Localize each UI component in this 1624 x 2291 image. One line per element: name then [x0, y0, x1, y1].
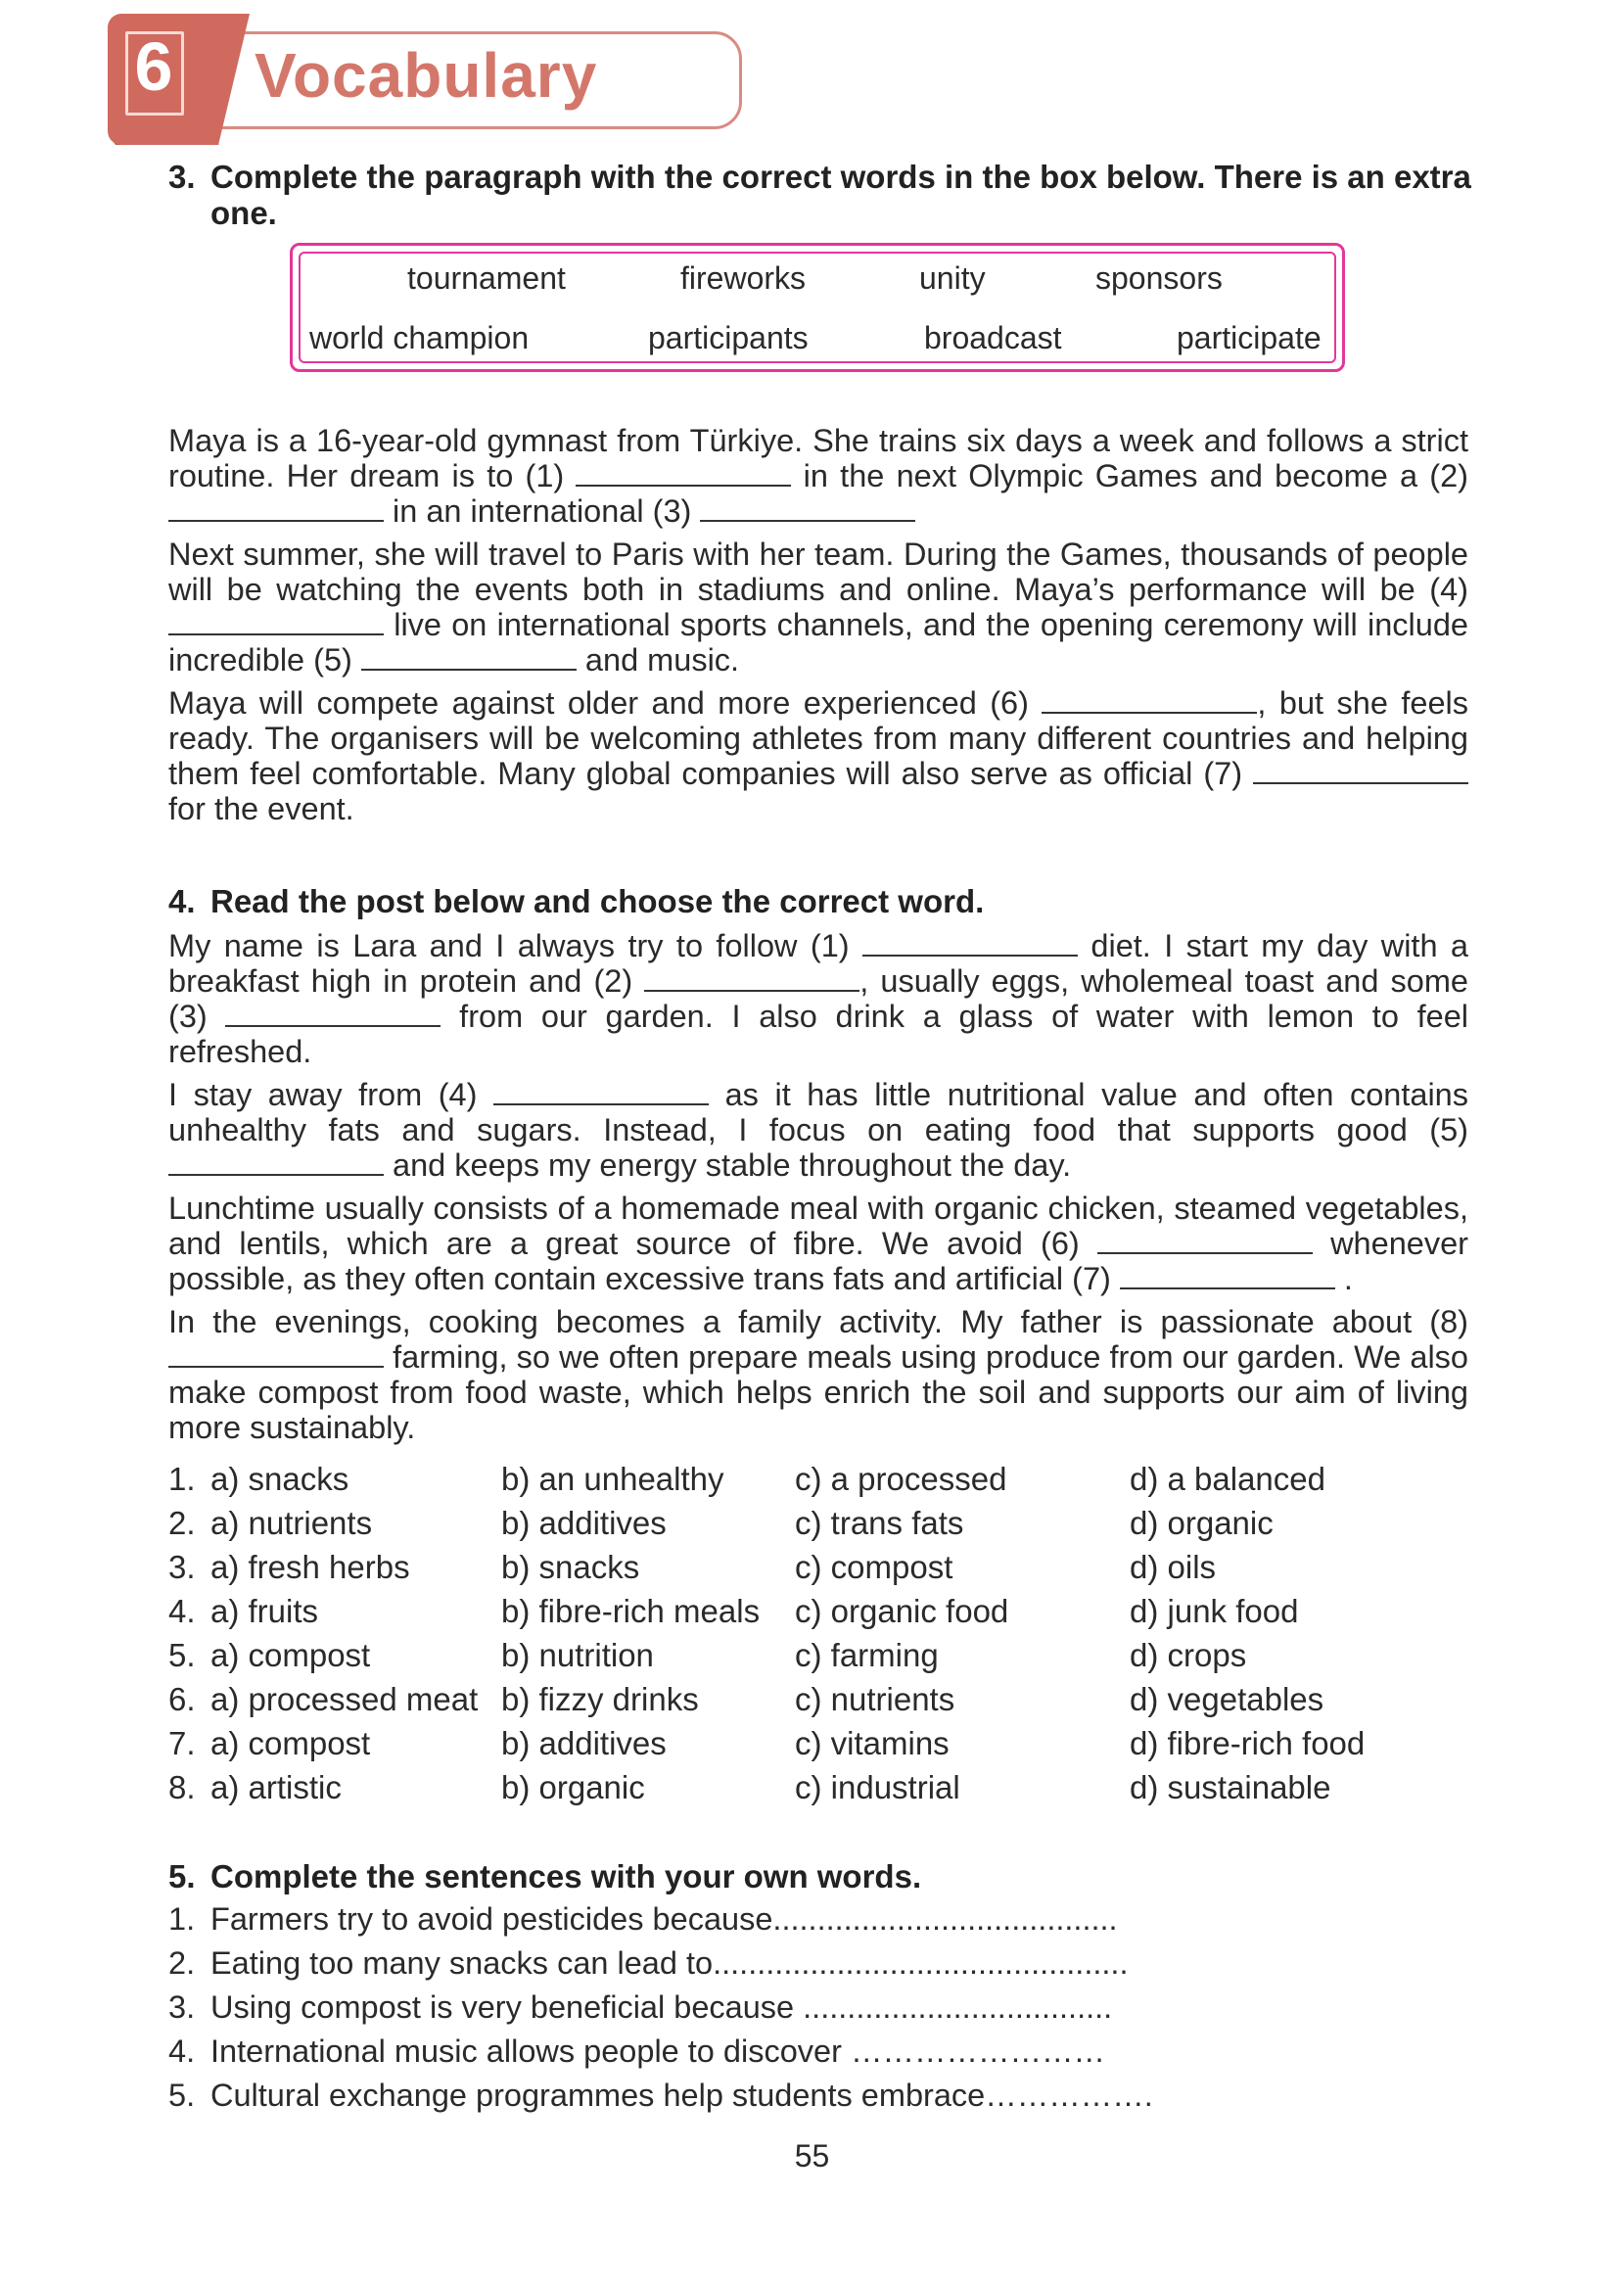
- unit-number: 6: [134, 28, 173, 105]
- word-box-item: fireworks: [680, 260, 807, 296]
- word-box-item: broadcast: [924, 320, 1062, 355]
- option-c[interactable]: c) a processed: [795, 1461, 1007, 1497]
- task4-paragraph-3: Lunchtime usually consists of a homemade meal with organic chicken, steamed vegetables, and lentils, which are a great source of fibre. We avoid (6) whenever possible, as they often contain excessive trans fats and artificial (7) .: [168, 1191, 1468, 1296]
- task4-passage: [168, 928, 1468, 1453]
- task4-heading: [168, 883, 1480, 919]
- option-b[interactable]: b) organic: [501, 1769, 645, 1805]
- option-a[interactable]: a) nutrients: [210, 1505, 373, 1541]
- answer-blank[interactable]: [1120, 1262, 1335, 1289]
- task3-number: 3.: [168, 159, 196, 195]
- word-box-item: tournament: [407, 260, 566, 296]
- task4-instruction: Read the post below and choose the correct word.: [210, 883, 985, 919]
- word-box-item: world champion: [309, 320, 530, 355]
- task4-paragraph-4: In the evenings, cooking becomes a family activity. My father is passionate about (8) farming, so we often prepare meals using produce from our garden. We also make compost from food waste, which helps enrich the soil and supports our aim of living more sustainably.: [168, 1304, 1468, 1445]
- option-c[interactable]: c) trans fats: [795, 1505, 964, 1541]
- answer-blank[interactable]: [168, 494, 384, 522]
- answer-blank[interactable]: [168, 608, 384, 635]
- option-c[interactable]: c) nutrients: [795, 1681, 955, 1717]
- answer-blank[interactable]: [576, 459, 791, 487]
- unit-header: [108, 14, 749, 149]
- task3-paragraph-1: Maya is a 16-year-old gymnast from Türkiye. She trains six days a week and follows a strict routine. Her dream is to (1) in the next Olympic Games and become a (2) in an international (3): [168, 423, 1469, 529]
- answer-blank[interactable]: [225, 1000, 441, 1027]
- task3-paragraph-3: Maya will compete against older and more experienced (6) , but she feels ready. The organisers will be welcoming athletes from many different countries and helping them feel comfortable. Many global companies will also serve as official (7) for the event.: [168, 685, 1468, 826]
- option-b[interactable]: b) nutrition: [501, 1637, 654, 1673]
- answer-blank[interactable]: [700, 494, 915, 522]
- answer-blank[interactable]: [168, 1340, 384, 1368]
- option-c[interactable]: c) farming: [795, 1637, 939, 1673]
- task3-passage: [168, 423, 1468, 834]
- answer-blank[interactable]: [493, 1078, 709, 1105]
- option-b[interactable]: b) an unhealthy: [501, 1461, 724, 1497]
- option-d[interactable]: d) fibre-rich food: [1130, 1725, 1366, 1761]
- page-number: 55: [794, 2138, 830, 2174]
- task4-paragraph-2: I stay away from (4) as it has little nutritional value and often contains unhealthy fats and sugars. Instead, I focus on eating food that supports good (5) and keeps my energy stable throughout the day.: [168, 1077, 1469, 1183]
- option-d[interactable]: d) vegetables: [1130, 1681, 1324, 1717]
- answer-blank[interactable]: [1097, 1227, 1313, 1254]
- option-d[interactable]: d) a balanced: [1130, 1461, 1325, 1497]
- task5-heading: [168, 1858, 1480, 1894]
- option-a[interactable]: a) compost: [210, 1725, 371, 1761]
- word-box-item: unity: [919, 260, 986, 296]
- answer-blank[interactable]: [644, 964, 859, 992]
- page-title: Vocabulary: [255, 40, 598, 111]
- option-d[interactable]: d) junk food: [1130, 1593, 1299, 1629]
- task3-heading: [168, 159, 1480, 231]
- word-box-item: participants: [648, 320, 809, 355]
- word-box: [290, 243, 1345, 372]
- option-a[interactable]: a) fresh herbs: [210, 1549, 410, 1585]
- option-a[interactable]: a) processed meat: [210, 1681, 479, 1717]
- task4-number: 4.: [168, 883, 196, 919]
- option-b[interactable]: b) snacks: [501, 1549, 640, 1585]
- task5-number: 5.: [168, 1858, 196, 1894]
- task4-paragraph-1: My name is Lara and I always try to follow (1) diet. I start my day with a breakfast high in protein and (2) , usually eggs, wholemeal toast and some (3) from our garden. I also drink a glass of water with lemon to feel refreshed.: [168, 928, 1469, 1069]
- option-c[interactable]: c) vitamins: [795, 1725, 950, 1761]
- option-b[interactable]: b) fizzy drinks: [501, 1681, 699, 1717]
- option-a[interactable]: a) artistic: [210, 1769, 342, 1805]
- task3-instruction: Complete the paragraph with the correct words in the box below. There is an extra one.: [210, 159, 1471, 231]
- word-box-item: participate: [1177, 320, 1322, 355]
- option-c[interactable]: c) compost: [795, 1549, 953, 1585]
- option-b[interactable]: b) fibre-rich meals: [501, 1593, 761, 1629]
- option-a[interactable]: a) fruits: [210, 1593, 319, 1629]
- task5-instruction: Complete the sentences with your own words.: [210, 1858, 922, 1894]
- task3-paragraph-2: Next summer, she will travel to Paris with her team. During the Games, thousands of people will be watching the events both in stadiums and online. Maya’s performance will be (4) live on international sports channels, and the opening ceremony will include incredible (5) and music.: [168, 537, 1468, 678]
- word-box-item: sponsors: [1095, 260, 1223, 296]
- answer-blank[interactable]: [1042, 686, 1257, 714]
- answer-blank[interactable]: [862, 929, 1078, 957]
- option-d[interactable]: d) crops: [1130, 1637, 1247, 1673]
- option-a[interactable]: a) compost: [210, 1637, 371, 1673]
- option-d[interactable]: d) oils: [1130, 1549, 1217, 1585]
- answer-blank[interactable]: [1253, 757, 1468, 784]
- option-b[interactable]: b) additives: [501, 1505, 667, 1541]
- option-d[interactable]: d) sustainable: [1130, 1769, 1331, 1805]
- option-d[interactable]: d) organic: [1130, 1505, 1274, 1541]
- option-a[interactable]: a) snacks: [210, 1461, 349, 1497]
- answer-blank[interactable]: [361, 643, 577, 671]
- option-c[interactable]: c) industrial: [795, 1769, 960, 1805]
- option-c[interactable]: c) organic food: [795, 1593, 1009, 1629]
- option-b[interactable]: b) additives: [501, 1725, 667, 1761]
- answer-blank[interactable]: [168, 1148, 384, 1176]
